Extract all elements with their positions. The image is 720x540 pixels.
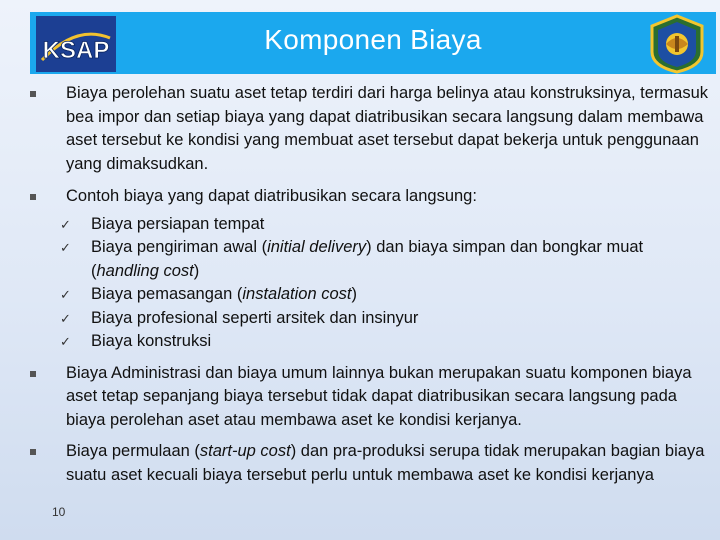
list-item-text: Biaya profesional seperti arsitek dan insinyur <box>91 308 419 327</box>
slide-body <box>30 80 710 487</box>
page-title: Komponen Biaya <box>264 24 482 55</box>
title-bar <box>30 12 716 74</box>
page-number: 10 <box>52 505 66 519</box>
garuda-seal-icon <box>646 14 708 74</box>
list-item-text: Biaya pemasangan (instalation cost) <box>91 285 358 303</box>
bullet-text: Contoh biaya yang dapat diatribusikan secara langsung: <box>66 187 477 205</box>
list-item-text: Biaya konstruksi <box>91 332 212 350</box>
list-item <box>30 213 710 237</box>
bullet-item <box>30 185 710 209</box>
bullet-text: Biaya perolehan suatu aset tetap terdiri dari harga belinya atau konstruksinya, termasuk bea impor dan setiap biaya yang dapat diatribusikan secara langsung dalam membawa aset tersebut ke kondisi yang membuat aset tersebut dapat bekerja untuk penggunaan yang dimaksudkan. <box>66 84 709 173</box>
list-item <box>30 330 710 354</box>
bullet-item <box>30 362 710 433</box>
list-item <box>30 283 710 307</box>
bullet-text: Biaya permulaan (start-up cost) dan pra-produksi serupa tidak merupakan bagian biaya suatu aset kecuali biaya tersebut perlu untuk membawa aset ke kondisi kerjanya <box>66 442 705 484</box>
list-item-text: Biaya pengiriman awal (initial delivery) dan biaya simpan dan bongkar muat (handling cost) <box>91 238 644 280</box>
checkmark-icon: ✓ <box>60 216 71 232</box>
bullet-item <box>30 440 710 487</box>
svg-text:KSAP: KSAP <box>42 37 110 64</box>
list-item-text: Biaya persiapan tempat <box>91 214 265 233</box>
bullet-text: Biaya Administrasi dan biaya umum lainnya bukan merupakan suatu komponen biaya aset tetap sepanjang biaya tersebut tidak dapat diatribusikan secara langsung pada biaya perolehan aset atau membawa aset ke kondisi kerjanya. <box>66 363 692 429</box>
square-bullet-icon <box>30 194 36 200</box>
list-item <box>30 307 710 331</box>
bullet-item <box>30 82 710 176</box>
checkmark-icon: ✓ <box>60 240 71 255</box>
checkmark-icon: ✓ <box>60 334 71 349</box>
square-bullet-icon <box>30 371 36 377</box>
square-bullet-icon <box>30 449 36 455</box>
square-bullet-icon <box>30 91 36 97</box>
checkmark-icon: ✓ <box>60 310 71 326</box>
checkmark-icon: ✓ <box>60 287 71 302</box>
list-item <box>30 236 710 283</box>
